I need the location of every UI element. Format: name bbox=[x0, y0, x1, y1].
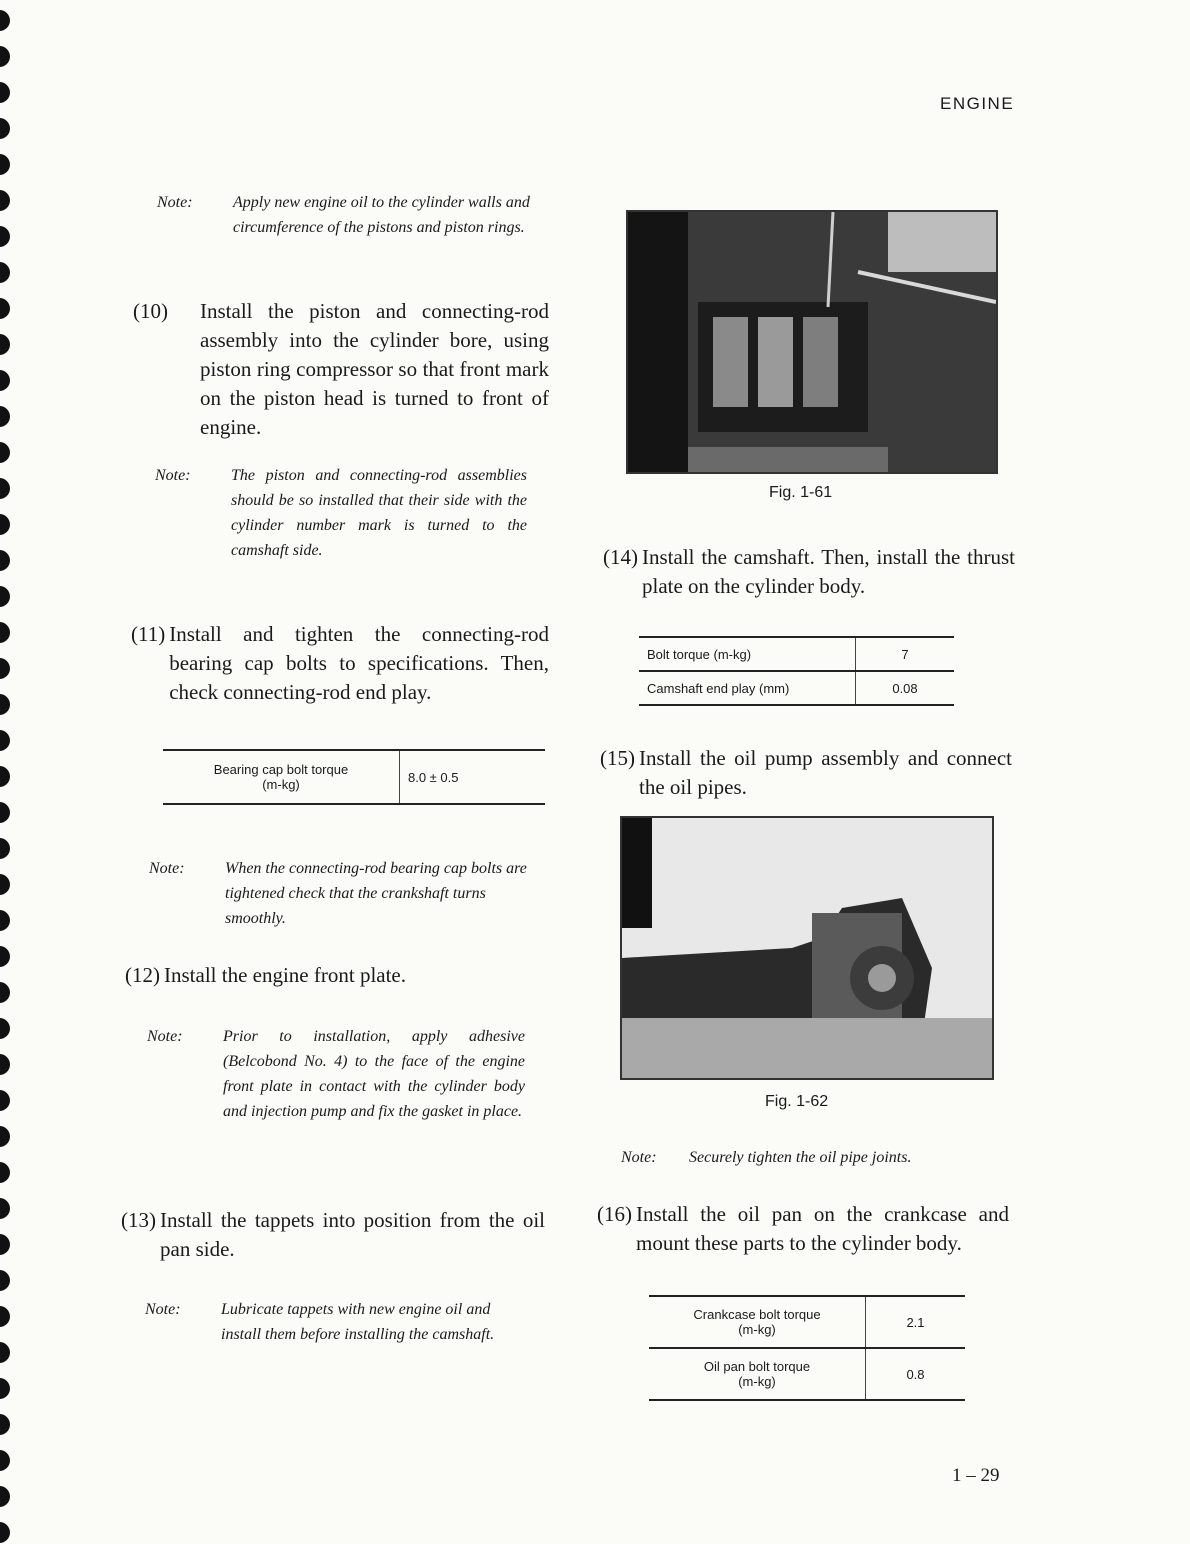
punch-hole bbox=[0, 730, 10, 751]
punch-hole bbox=[0, 982, 10, 1003]
table-value-cell: 2.1 bbox=[866, 1296, 966, 1348]
punch-hole bbox=[0, 1486, 10, 1507]
punch-hole bbox=[0, 910, 10, 931]
punch-hole bbox=[0, 946, 10, 967]
note-piston-orientation bbox=[155, 463, 527, 563]
section-header: ENGINE bbox=[940, 94, 1015, 113]
note-label: Note: bbox=[147, 1028, 183, 1045]
punch-hole bbox=[0, 1126, 10, 1147]
table-value-cell: 0.8 bbox=[866, 1348, 966, 1400]
punch-hole bbox=[0, 514, 10, 535]
note-crankshaft-turns bbox=[149, 856, 529, 931]
oil-pump-image bbox=[622, 818, 992, 1078]
table-row bbox=[163, 750, 545, 804]
step-number: (10) bbox=[133, 299, 168, 323]
page-number: 1 – 29 bbox=[952, 1465, 1000, 1486]
punch-hole bbox=[0, 1378, 10, 1399]
step-number: (13) bbox=[121, 1208, 156, 1232]
punch-hole bbox=[0, 1450, 10, 1471]
step-16 bbox=[597, 1200, 1009, 1258]
table-label-line2: (m-kg) bbox=[738, 1322, 776, 1337]
punch-hole bbox=[0, 1198, 10, 1219]
fig-1-61-photo bbox=[626, 210, 998, 474]
table-row bbox=[649, 1348, 965, 1400]
oil-pan-torque-table bbox=[649, 1295, 965, 1401]
note-lubricate-tappets bbox=[145, 1297, 525, 1347]
table-value-cell: 7 bbox=[856, 637, 955, 671]
note-text: The piston and connecting-rod assemblies should be so installed that their side with the cylinder number mark is turned to the camshaft side. bbox=[231, 467, 527, 559]
punch-hole bbox=[0, 370, 10, 391]
note-label: Note: bbox=[145, 1301, 181, 1318]
table-value-cell: 8.0 ± 0.5 bbox=[400, 750, 546, 804]
step-text: Install and tighten the connecting-rod bearing cap bolts to specifications. Then, check connecting-rod end play. bbox=[169, 622, 549, 704]
step-14 bbox=[603, 543, 1015, 601]
table-label-cell: Camshaft end play (mm) bbox=[647, 680, 790, 696]
punch-hole bbox=[0, 154, 10, 175]
punch-hole bbox=[0, 46, 10, 67]
table-value-cell: 0.08 bbox=[856, 671, 955, 705]
note-text: Prior to installation, apply adhesive (Belcobond No. 4) to the face of the engine front plate in contact with the cylinder body and injection pump and fix the gasket in place. bbox=[223, 1028, 525, 1120]
note-text: Apply new engine oil to the cylinder walls and circumference of the pistons and piston rings. bbox=[233, 194, 530, 236]
punch-hole bbox=[0, 334, 10, 355]
note-text: When the connecting-rod bearing cap bolts are tightened check that the crankshaft turns smoothly. bbox=[225, 860, 527, 927]
camshaft-spec-table bbox=[639, 636, 954, 706]
punch-hole bbox=[0, 766, 10, 787]
punch-hole bbox=[0, 478, 10, 499]
punch-hole bbox=[0, 226, 10, 247]
step-12 bbox=[125, 961, 545, 990]
punch-hole bbox=[0, 1414, 10, 1435]
step-text: Install the camshaft. Then, install the thrust plate on the cylinder body. bbox=[642, 545, 1015, 598]
punch-hole bbox=[0, 442, 10, 463]
table-label-line2: (m-kg) bbox=[738, 1374, 776, 1389]
note-label: Note: bbox=[157, 194, 193, 211]
table-row bbox=[639, 671, 954, 705]
punch-hole bbox=[0, 1342, 10, 1363]
note-text: Lubricate tappets with new engine oil and install them before installing the camshaft. bbox=[221, 1301, 495, 1343]
table-row bbox=[639, 637, 954, 671]
punch-hole bbox=[0, 694, 10, 715]
note-label: Note: bbox=[149, 860, 185, 877]
punch-hole bbox=[0, 550, 10, 571]
step-15 bbox=[600, 744, 1012, 802]
punch-hole bbox=[0, 118, 10, 139]
step-text: Install the tappets into position from the oil pan side. bbox=[160, 1208, 545, 1261]
punch-hole bbox=[0, 1522, 10, 1543]
punch-hole bbox=[0, 1234, 10, 1255]
punch-hole bbox=[0, 82, 10, 103]
step-number: (14) bbox=[603, 545, 638, 569]
step-11 bbox=[131, 620, 549, 707]
punch-hole bbox=[0, 658, 10, 679]
punch-hole bbox=[0, 802, 10, 823]
note-label: Note: bbox=[621, 1149, 657, 1166]
table-label-line1: Crankcase bolt torque bbox=[693, 1307, 821, 1322]
table-label-cell bbox=[649, 1348, 866, 1400]
step-text: Install the engine front plate. bbox=[164, 963, 407, 987]
fig-1-61-caption: Fig. 1-61 bbox=[769, 484, 833, 501]
engine-block-image bbox=[628, 212, 996, 472]
note-label: Note: bbox=[155, 467, 191, 484]
step-text: Install the oil pan on the crankcase and mount these parts to the cylinder body. bbox=[636, 1202, 1009, 1255]
table-label-line1: Bearing cap bolt torque bbox=[213, 762, 349, 777]
step-number: (15) bbox=[600, 746, 635, 770]
punch-hole bbox=[0, 1054, 10, 1075]
bearing-cap-torque-table bbox=[163, 749, 545, 805]
punch-hole bbox=[0, 1270, 10, 1291]
table-label-cell: Bolt torque (m-kg) bbox=[647, 646, 752, 662]
binder-punch-holes bbox=[0, 0, 18, 1544]
step-text: Install the piston and connecting-rod assembly into the cylinder bore, using piston ring compressor so that front mark on the piston head is turned to front of engine. bbox=[200, 299, 549, 439]
punch-hole bbox=[0, 1162, 10, 1183]
table-label-cell bbox=[163, 750, 400, 804]
punch-hole bbox=[0, 838, 10, 859]
punch-hole bbox=[0, 10, 10, 31]
note-oil-cylinder bbox=[157, 190, 535, 240]
fig-1-62-photo bbox=[620, 816, 994, 1080]
note-oil-pipe-joints bbox=[621, 1145, 1021, 1170]
step-number: (11) bbox=[131, 622, 166, 646]
fig-1-62-caption: Fig. 1-62 bbox=[765, 1093, 829, 1110]
punch-hole bbox=[0, 190, 10, 211]
punch-hole bbox=[0, 406, 10, 427]
table-label-line1: Oil pan bolt torque bbox=[703, 1359, 811, 1374]
punch-hole bbox=[0, 586, 10, 607]
table-label-cell bbox=[649, 1296, 866, 1348]
note-text: Securely tighten the oil pipe joints. bbox=[689, 1149, 912, 1166]
punch-hole bbox=[0, 262, 10, 283]
step-10 bbox=[133, 297, 549, 442]
table-label-line2: (m-kg) bbox=[262, 777, 300, 792]
punch-hole bbox=[0, 1306, 10, 1327]
note-adhesive bbox=[147, 1024, 525, 1124]
table-row bbox=[649, 1296, 965, 1348]
punch-hole bbox=[0, 1090, 10, 1111]
punch-hole bbox=[0, 874, 10, 895]
punch-hole bbox=[0, 298, 10, 319]
punch-hole bbox=[0, 1018, 10, 1039]
step-number: (12) bbox=[125, 963, 160, 987]
step-13 bbox=[121, 1206, 545, 1264]
punch-hole bbox=[0, 622, 10, 643]
step-text: Install the oil pump assembly and connect the oil pipes. bbox=[639, 746, 1012, 799]
step-number: (16) bbox=[597, 1202, 632, 1226]
